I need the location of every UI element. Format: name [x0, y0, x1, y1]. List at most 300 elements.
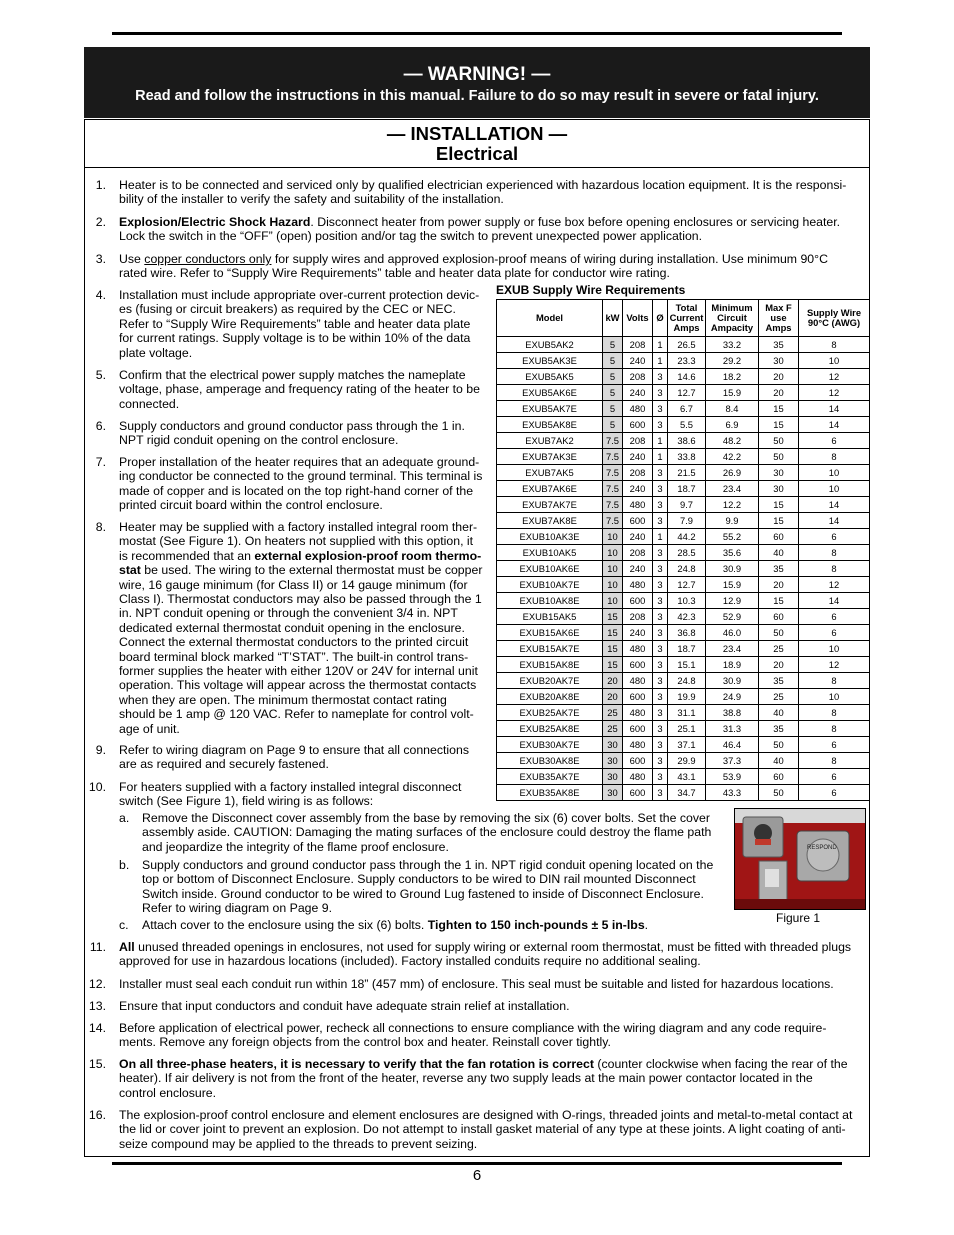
supply-table-title: EXUB Supply Wire Requirements	[496, 283, 686, 297]
table-cell: 3	[653, 513, 668, 529]
table-cell: 20	[603, 689, 623, 705]
table-cell: EXUB7AK6E	[497, 481, 603, 497]
installation-header	[85, 120, 869, 168]
table-cell: 25.1	[668, 721, 706, 737]
item-number: 14.	[88, 1021, 106, 1035]
table-cell: 3	[653, 465, 668, 481]
table-cell: 3	[653, 481, 668, 497]
table-cell: 12	[799, 385, 870, 401]
table-cell: 12.2	[706, 497, 759, 513]
table-cell: 3	[653, 401, 668, 417]
table-cell: 1	[653, 337, 668, 353]
table-row	[497, 529, 870, 545]
table-cell: 3	[653, 737, 668, 753]
table-cell: 25	[759, 641, 799, 657]
table-cell: 7.5	[603, 513, 623, 529]
table-cell: 1	[653, 353, 668, 369]
table-cell: 25	[759, 689, 799, 705]
item-text: Lock the switch in the “OFF” (open) position and/or tag the switch to prevent unexpected power application.	[119, 229, 703, 244]
table-cell: 480	[623, 705, 653, 721]
column-header: Total Current Amps	[668, 300, 706, 337]
table-cell: 14	[799, 417, 870, 433]
table-cell: EXUB15AK8E	[497, 657, 603, 673]
column-header: Volts	[623, 300, 653, 337]
table-cell: 8.4	[706, 401, 759, 417]
item-number: 11.	[89, 940, 106, 954]
table-cell: 240	[623, 481, 653, 497]
table-cell: 3	[653, 417, 668, 433]
table-cell: EXUB25AK8E	[497, 721, 603, 737]
table-cell: 35	[759, 561, 799, 577]
table-cell: 3	[653, 657, 668, 673]
table-cell: 31.1	[668, 705, 706, 721]
table-cell: 10	[603, 561, 623, 577]
table-cell: 50	[759, 433, 799, 449]
table-row	[497, 577, 870, 593]
table-cell: 15	[759, 497, 799, 513]
table-cell: 12	[799, 657, 870, 673]
table-cell: 3	[653, 561, 668, 577]
table-cell: 10.3	[668, 593, 706, 609]
table-cell: 480	[623, 769, 653, 785]
table-cell: 25	[603, 705, 623, 721]
table-cell: EXUB20AK8E	[497, 689, 603, 705]
table-cell: 3	[653, 753, 668, 769]
table-cell: 35	[759, 721, 799, 737]
table-cell: EXUB7AK3E	[497, 449, 603, 465]
table-cell: 52.9	[706, 609, 759, 625]
table-header-row	[497, 300, 870, 337]
item-number: a.	[119, 811, 130, 825]
table-cell: 35	[759, 673, 799, 689]
table-cell: 3	[653, 689, 668, 705]
table-cell: 7.5	[603, 497, 623, 513]
table-row	[497, 417, 870, 433]
table-row	[497, 561, 870, 577]
table-cell: 23.4	[706, 641, 759, 657]
item-number: b.	[119, 858, 130, 872]
item-number: 5.	[95, 368, 106, 382]
item-number: 10.	[88, 780, 106, 794]
table-cell: 12	[799, 369, 870, 385]
table-row	[497, 641, 870, 657]
table-cell: 7.9	[668, 513, 706, 529]
table-cell: 10	[603, 577, 623, 593]
table-row	[497, 481, 870, 497]
column-header: Supply Wire 90°C (AWG)	[799, 300, 870, 337]
table-cell: EXUB10AK3E	[497, 529, 603, 545]
table-cell: 14	[799, 513, 870, 529]
table-row	[497, 545, 870, 561]
table-cell: EXUB15AK6E	[497, 625, 603, 641]
table-cell: 240	[623, 625, 653, 641]
table-cell: 30	[759, 465, 799, 481]
table-cell: 5.5	[668, 417, 706, 433]
table-cell: 46.4	[706, 737, 759, 753]
table-cell: 600	[623, 689, 653, 705]
table-cell: 40	[759, 705, 799, 721]
table-cell: 28.5	[668, 545, 706, 561]
table-cell: 38.8	[706, 705, 759, 721]
table-row	[497, 753, 870, 769]
table-cell: 33.2	[706, 337, 759, 353]
item-bold-text: Explosion/Electric Shock Hazard	[119, 215, 311, 229]
table-cell: 240	[623, 561, 653, 577]
table-cell: 10	[799, 689, 870, 705]
table-cell: 15.9	[706, 385, 759, 401]
table-cell: 33.8	[668, 449, 706, 465]
table-cell: 30.9	[706, 673, 759, 689]
supply-wire-table	[496, 299, 870, 801]
installation-title: — INSTALLATION —	[386, 123, 568, 144]
table-cell: EXUB5AK8E	[497, 417, 603, 433]
table-cell: EXUB10AK7E	[497, 577, 603, 593]
table-cell: 3	[653, 577, 668, 593]
table-cell: 600	[623, 513, 653, 529]
table-cell: 600	[623, 657, 653, 673]
table-cell: 3	[653, 609, 668, 625]
table-cell: 20	[759, 385, 799, 401]
table-cell: 12.7	[668, 577, 706, 593]
table-cell: EXUB7AK5	[497, 465, 603, 481]
table-cell: 20	[759, 577, 799, 593]
table-cell: 600	[623, 593, 653, 609]
table-cell: 6	[799, 529, 870, 545]
table-cell: 15	[759, 593, 799, 609]
table-cell: 3	[653, 497, 668, 513]
table-cell: 42.2	[706, 449, 759, 465]
table-cell: 24.8	[668, 561, 706, 577]
table-row	[497, 737, 870, 753]
table-cell: EXUB10AK6E	[497, 561, 603, 577]
item-number: 3.	[95, 252, 106, 266]
table-cell: 208	[623, 609, 653, 625]
table-cell: 3	[653, 593, 668, 609]
table-cell: 6.9	[706, 417, 759, 433]
table-cell: 50	[759, 737, 799, 753]
item-number: 2.	[95, 215, 106, 229]
table-cell: 240	[623, 449, 653, 465]
table-cell: 37.1	[668, 737, 706, 753]
table-cell: 10	[603, 593, 623, 609]
table-cell: 12.9	[706, 593, 759, 609]
table-cell: 23.3	[668, 353, 706, 369]
table-cell: 3	[653, 625, 668, 641]
table-cell: 43.1	[668, 769, 706, 785]
table-row	[497, 385, 870, 401]
table-row	[497, 369, 870, 385]
item-text: Heater is to be connected and serviced only by qualified electrician experienced with hazardous location equipment. It is the responsi-	[119, 178, 847, 192]
figure-1-photo	[734, 808, 866, 910]
item-text: for supply wires and approved explosion-proof means of wiring during installation. Use minimum 90°C	[271, 252, 828, 266]
table-cell: 18.7	[668, 481, 706, 497]
table-cell: 5	[603, 369, 623, 385]
table-row	[497, 705, 870, 721]
table-cell: EXUB15AK5	[497, 609, 603, 625]
table-cell: 10	[799, 465, 870, 481]
table-cell: 6	[799, 625, 870, 641]
table-cell: 15	[759, 401, 799, 417]
table-cell: 15	[603, 625, 623, 641]
table-cell: EXUB30AK7E	[497, 737, 603, 753]
table-cell: 15	[759, 417, 799, 433]
table-cell: 600	[623, 753, 653, 769]
table-row	[497, 353, 870, 369]
table-cell: EXUB35AK7E	[497, 769, 603, 785]
table-cell: 55.2	[706, 529, 759, 545]
table-cell: 38.6	[668, 433, 706, 449]
table-cell: 5	[603, 401, 623, 417]
table-cell: 10	[603, 529, 623, 545]
table-cell: 208	[623, 545, 653, 561]
page-number: 6	[472, 1167, 482, 1184]
table-body	[497, 337, 870, 801]
table-cell: 30	[603, 769, 623, 785]
table-row	[497, 785, 870, 801]
table-cell: 15.1	[668, 657, 706, 673]
table-cell: 20	[759, 657, 799, 673]
table-cell: 21.5	[668, 465, 706, 481]
table-cell: EXUB25AK7E	[497, 705, 603, 721]
table-cell: 43.3	[706, 785, 759, 801]
table-cell: 50	[759, 449, 799, 465]
table-cell: 8	[799, 545, 870, 561]
item-number: 15.	[88, 1057, 106, 1071]
table-cell: 20	[759, 369, 799, 385]
table-cell: 18.9	[706, 657, 759, 673]
table-row	[497, 513, 870, 529]
table-cell: 480	[623, 641, 653, 657]
table-cell: 3	[653, 673, 668, 689]
table-cell: 6.7	[668, 401, 706, 417]
figure-caption: Figure 1	[776, 911, 821, 925]
heater-photo-illustration	[735, 809, 865, 909]
table-cell: 6	[799, 433, 870, 449]
item-number: 16.	[88, 1108, 106, 1122]
table-cell: 3	[653, 385, 668, 401]
figure-label: RESPOND	[807, 845, 837, 851]
table-cell: 8	[799, 337, 870, 353]
column-header: Ø	[653, 300, 668, 337]
table-cell: 30	[603, 737, 623, 753]
item-number: 9.	[95, 743, 106, 757]
table-cell: 40	[759, 753, 799, 769]
table-cell: 208	[623, 337, 653, 353]
table-cell: 5	[603, 337, 623, 353]
table-cell: 42.3	[668, 609, 706, 625]
table-cell: 25	[603, 721, 623, 737]
item-number: 7.	[95, 455, 106, 469]
table-cell: 50	[759, 625, 799, 641]
table-row	[497, 673, 870, 689]
table-cell: 26.9	[706, 465, 759, 481]
table-cell: 3	[653, 785, 668, 801]
table-row	[497, 449, 870, 465]
column-header: kW	[603, 300, 623, 337]
table-cell: 60	[759, 769, 799, 785]
table-cell: EXUB7AK2	[497, 433, 603, 449]
table-cell: 480	[623, 577, 653, 593]
table-row	[497, 721, 870, 737]
table-cell: 35	[759, 337, 799, 353]
table-cell: 36.8	[668, 625, 706, 641]
table-cell: EXUB5AK5	[497, 369, 603, 385]
table-cell: EXUB5AK3E	[497, 353, 603, 369]
table-row	[497, 625, 870, 641]
warning-title: — WARNING! —	[403, 64, 551, 85]
table-cell: 240	[623, 385, 653, 401]
column-header: Model	[497, 300, 603, 337]
item-number: c.	[119, 918, 129, 932]
table-cell: 1	[653, 433, 668, 449]
table-row	[497, 593, 870, 609]
installation-subtitle: Electrical	[435, 143, 519, 164]
table-cell: 48.2	[706, 433, 759, 449]
table-cell: 19.9	[668, 689, 706, 705]
table-cell: 3	[653, 721, 668, 737]
item-number: 1.	[95, 178, 106, 192]
table-cell: 50	[759, 785, 799, 801]
table-cell: 5	[603, 353, 623, 369]
table-cell: EXUB35AK8E	[497, 785, 603, 801]
table-cell: 1	[653, 449, 668, 465]
table-cell: 3	[653, 641, 668, 657]
table-cell: EXUB15AK7E	[497, 641, 603, 657]
warning-banner	[84, 47, 870, 118]
table-cell: 6	[799, 737, 870, 753]
table-cell: 8	[799, 561, 870, 577]
table-cell: 18.2	[706, 369, 759, 385]
table-cell: 480	[623, 673, 653, 689]
table-cell: 10	[799, 641, 870, 657]
column-header: Max F use Amps	[759, 300, 799, 337]
table-cell: 15.9	[706, 577, 759, 593]
table-cell: EXUB30AK8E	[497, 753, 603, 769]
table-cell: 46.0	[706, 625, 759, 641]
table-cell: 30	[759, 481, 799, 497]
table-cell: 15	[603, 657, 623, 673]
table-row	[497, 433, 870, 449]
item-number: 6.	[95, 419, 106, 433]
table-cell: 240	[623, 529, 653, 545]
table-cell: 14	[799, 401, 870, 417]
table-cell: EXUB20AK7E	[497, 673, 603, 689]
table-cell: 20	[603, 673, 623, 689]
table-cell: 12	[799, 577, 870, 593]
table-cell: 30	[603, 785, 623, 801]
item-number: 13.	[88, 999, 106, 1013]
item-number: 4.	[95, 288, 106, 302]
table-row	[497, 337, 870, 353]
table-cell: 40	[759, 545, 799, 561]
table-cell: 9.9	[706, 513, 759, 529]
item-text: rated wire. Refer to “Supply Wire Requirements” table and heater data plate for conductor wire rating.	[119, 266, 670, 281]
table-cell: 10	[799, 481, 870, 497]
table-cell: 30.9	[706, 561, 759, 577]
table-cell: 15	[603, 609, 623, 625]
column-header: Minimum Circuit Ampacity	[706, 300, 759, 337]
table-cell: 14.6	[668, 369, 706, 385]
item-text: bility of the installer to verify the safety and suitability of the installation.	[119, 192, 504, 207]
table-cell: 8	[799, 753, 870, 769]
table-cell: 600	[623, 417, 653, 433]
table-cell: 480	[623, 737, 653, 753]
table-cell: 3	[653, 545, 668, 561]
table-cell: 600	[623, 785, 653, 801]
table-row	[497, 769, 870, 785]
table-cell: 24.8	[668, 673, 706, 689]
table-cell: 37.3	[706, 753, 759, 769]
table-row	[497, 657, 870, 673]
table-cell: 208	[623, 465, 653, 481]
table-cell: 60	[759, 609, 799, 625]
table-cell: 60	[759, 529, 799, 545]
table-cell: 31.3	[706, 721, 759, 737]
table-cell: 14	[799, 497, 870, 513]
table-cell: 8	[799, 721, 870, 737]
top-rule	[112, 32, 842, 35]
table-cell: 7.5	[603, 449, 623, 465]
table-cell: 3	[653, 705, 668, 721]
table-cell: 6	[799, 785, 870, 801]
table-cell: 15	[603, 641, 623, 657]
table-cell: 6	[799, 609, 870, 625]
table-cell: 5	[603, 385, 623, 401]
bottom-rule	[112, 1162, 842, 1165]
table-cell: 208	[623, 433, 653, 449]
table-cell: 3	[653, 369, 668, 385]
table-row	[497, 401, 870, 417]
table-cell: EXUB10AK5	[497, 545, 603, 561]
table-cell: 12.7	[668, 385, 706, 401]
table-cell: 26.5	[668, 337, 706, 353]
table-cell: EXUB5AK7E	[497, 401, 603, 417]
table-cell: EXUB5AK2	[497, 337, 603, 353]
table-cell: EXUB10AK8E	[497, 593, 603, 609]
table-cell: EXUB7AK8E	[497, 513, 603, 529]
table-cell: 6	[799, 769, 870, 785]
table-cell: 7.5	[603, 465, 623, 481]
table-cell: 5	[603, 417, 623, 433]
table-cell: 10	[603, 545, 623, 561]
table-cell: 8	[799, 705, 870, 721]
table-cell: 10	[799, 353, 870, 369]
table-cell: EXUB7AK7E	[497, 497, 603, 513]
table-cell: 15	[759, 513, 799, 529]
table-cell: 35.6	[706, 545, 759, 561]
table-cell: 14	[799, 593, 870, 609]
table-row	[497, 497, 870, 513]
table-cell: 240	[623, 353, 653, 369]
table-cell: 29.9	[668, 753, 706, 769]
table-row	[497, 689, 870, 705]
table-cell: 8	[799, 449, 870, 465]
table-cell: 9.7	[668, 497, 706, 513]
table-cell: 3	[653, 769, 668, 785]
table-cell: 29.2	[706, 353, 759, 369]
table-cell: 30	[759, 353, 799, 369]
table-cell: 1	[653, 529, 668, 545]
table-cell: 7.5	[603, 481, 623, 497]
item-text: . Disconnect heater from power supply or fuse box before opening enclosures or servicing heater.	[310, 215, 841, 229]
table-cell: 24.9	[706, 689, 759, 705]
table-cell: 34.7	[668, 785, 706, 801]
table-cell: 18.7	[668, 641, 706, 657]
table-cell: 208	[623, 369, 653, 385]
item-number: 8.	[95, 520, 106, 534]
warning-text: Read and follow the instructions in this manual. Failure to do so may result in severe or fatal injury.	[135, 88, 819, 104]
table-cell: 30	[603, 753, 623, 769]
